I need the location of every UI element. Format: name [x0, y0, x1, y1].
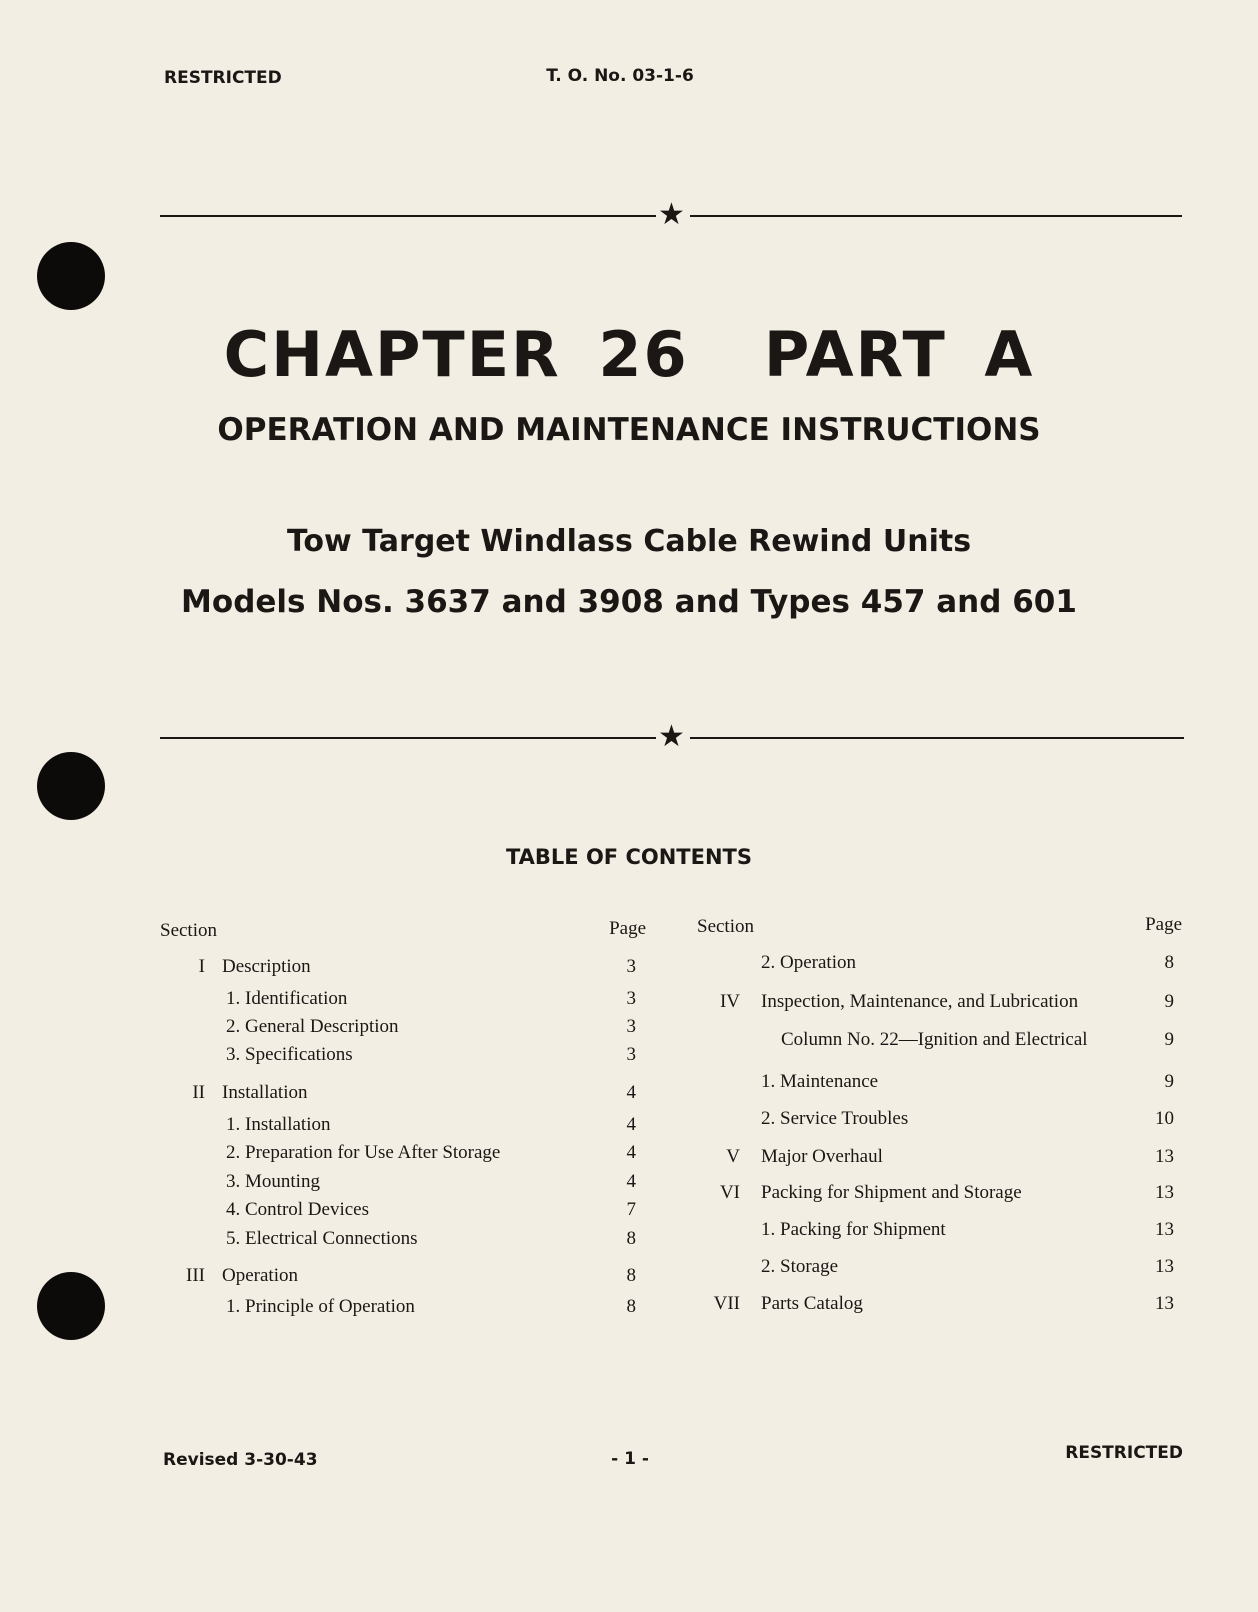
toc-entry-title: 1. Packing for Shipment	[761, 1219, 946, 1240]
toc-page-number: 10	[1155, 1108, 1174, 1129]
star-icon: ★	[658, 719, 685, 754]
divider-line	[160, 215, 656, 217]
toc-section-number: II	[192, 1082, 205, 1103]
toc-page-number: 13	[1155, 1182, 1174, 1203]
toc-section-number: IV	[719, 991, 740, 1012]
toc-page-number: 13	[1155, 1219, 1174, 1240]
toc-page-number: 13	[1155, 1256, 1174, 1277]
toc-page-number: 4	[626, 1082, 636, 1103]
toc-page-number: 3	[626, 988, 636, 1009]
divider-line	[690, 737, 1184, 739]
toc-entry-title: 1. Principle of Operation	[226, 1296, 415, 1317]
toc-entry-title: 2. Preparation for Use After Storage	[226, 1142, 501, 1163]
footer-revised: Revised 3-30-43	[163, 1450, 318, 1470]
toc-left-page-header: Page	[609, 918, 646, 939]
divider-line	[690, 215, 1182, 217]
toc-page-number: 8	[626, 1296, 636, 1317]
toc-entry-title: Parts Catalog	[761, 1293, 863, 1314]
chapter-subtitle: OPERATION AND MAINTENANCE INSTRUCTIONS	[217, 412, 1041, 448]
toc-page-number: 4	[626, 1142, 636, 1163]
toc-entry-title: 5. Electrical Connections	[226, 1228, 418, 1249]
toc-heading: TABLE OF CONTENTS	[505, 845, 753, 869]
toc-page-number: 3	[626, 1044, 636, 1065]
models-title: Models Nos. 3637 and 3908 and Types 457 and 601	[181, 584, 1077, 620]
toc-entry-title: Major Overhaul	[761, 1146, 883, 1167]
toc-right-section-header: Section	[697, 916, 754, 937]
toc-entry-title: 4. Control Devices	[226, 1199, 370, 1220]
toc-entry-title: Column No. 22—Ignition and Electrical	[781, 1029, 1088, 1050]
toc-entry-title: 3. Mounting	[226, 1171, 320, 1192]
toc-page-number: 3	[626, 1016, 636, 1037]
toc-entry-title: Inspection, Maintenance, and Lubrication	[761, 991, 1079, 1012]
toc-page-number: 8	[626, 1228, 636, 1249]
footer-classification: RESTRICTED	[1065, 1443, 1183, 1463]
toc-entry-title: 2. General Description	[226, 1016, 399, 1037]
toc-section-number: I	[198, 956, 205, 977]
toc-section-number: V	[726, 1146, 740, 1167]
divider-line	[160, 737, 656, 739]
toc-entry-title: Packing for Shipment and Storage	[761, 1182, 1022, 1203]
toc-page-number: 7	[626, 1199, 636, 1220]
toc-left-section-header: Section	[160, 920, 217, 941]
toc-page-number: 9	[1164, 1029, 1174, 1050]
toc-entry-title: 2. Storage	[761, 1256, 839, 1277]
header-classification: RESTRICTED	[164, 68, 282, 88]
toc-entry-title: 2. Operation	[761, 952, 856, 973]
toc-entry-title: 1. Identification	[226, 988, 348, 1009]
toc-page-number: 4	[626, 1114, 636, 1135]
toc-page-number: 13	[1155, 1146, 1174, 1167]
toc-page-number: 9	[1164, 1071, 1174, 1092]
toc-entry-title: 1. Installation	[226, 1114, 331, 1135]
punch-hole-middle	[37, 752, 105, 820]
toc-page-number: 4	[626, 1171, 636, 1192]
equipment-title: Tow Target Windlass Cable Rewind Units	[286, 524, 972, 559]
toc-right-page-header: Page	[1145, 914, 1182, 935]
punch-hole-top	[37, 242, 105, 310]
toc-entry-title: Operation	[222, 1265, 298, 1286]
punch-hole-bottom	[37, 1272, 105, 1340]
toc-section-number: VI	[719, 1182, 740, 1203]
toc-page-number: 8	[1164, 952, 1174, 973]
star-icon: ★	[658, 197, 685, 232]
toc-page-number: 13	[1155, 1293, 1174, 1314]
header-to-number: T. O. No. 03-1-6	[546, 66, 694, 86]
toc-section-number: VII	[713, 1293, 740, 1314]
chapter-title: CHAPTER 26 PART A	[223, 318, 1035, 391]
toc-entry-title: 2. Service Troubles	[761, 1108, 909, 1129]
toc-entry-title: 1. Maintenance	[761, 1071, 879, 1092]
toc-entry-title: Description	[222, 956, 311, 977]
toc-entry-title: 3. Specifications	[226, 1044, 353, 1065]
page-number: - 1 -	[611, 1449, 649, 1469]
toc-section-number: III	[186, 1265, 205, 1286]
toc-entry-title: Installation	[222, 1082, 308, 1103]
toc-page-number: 9	[1164, 991, 1174, 1012]
toc-page-number: 3	[626, 956, 636, 977]
toc-page-number: 8	[626, 1265, 636, 1286]
